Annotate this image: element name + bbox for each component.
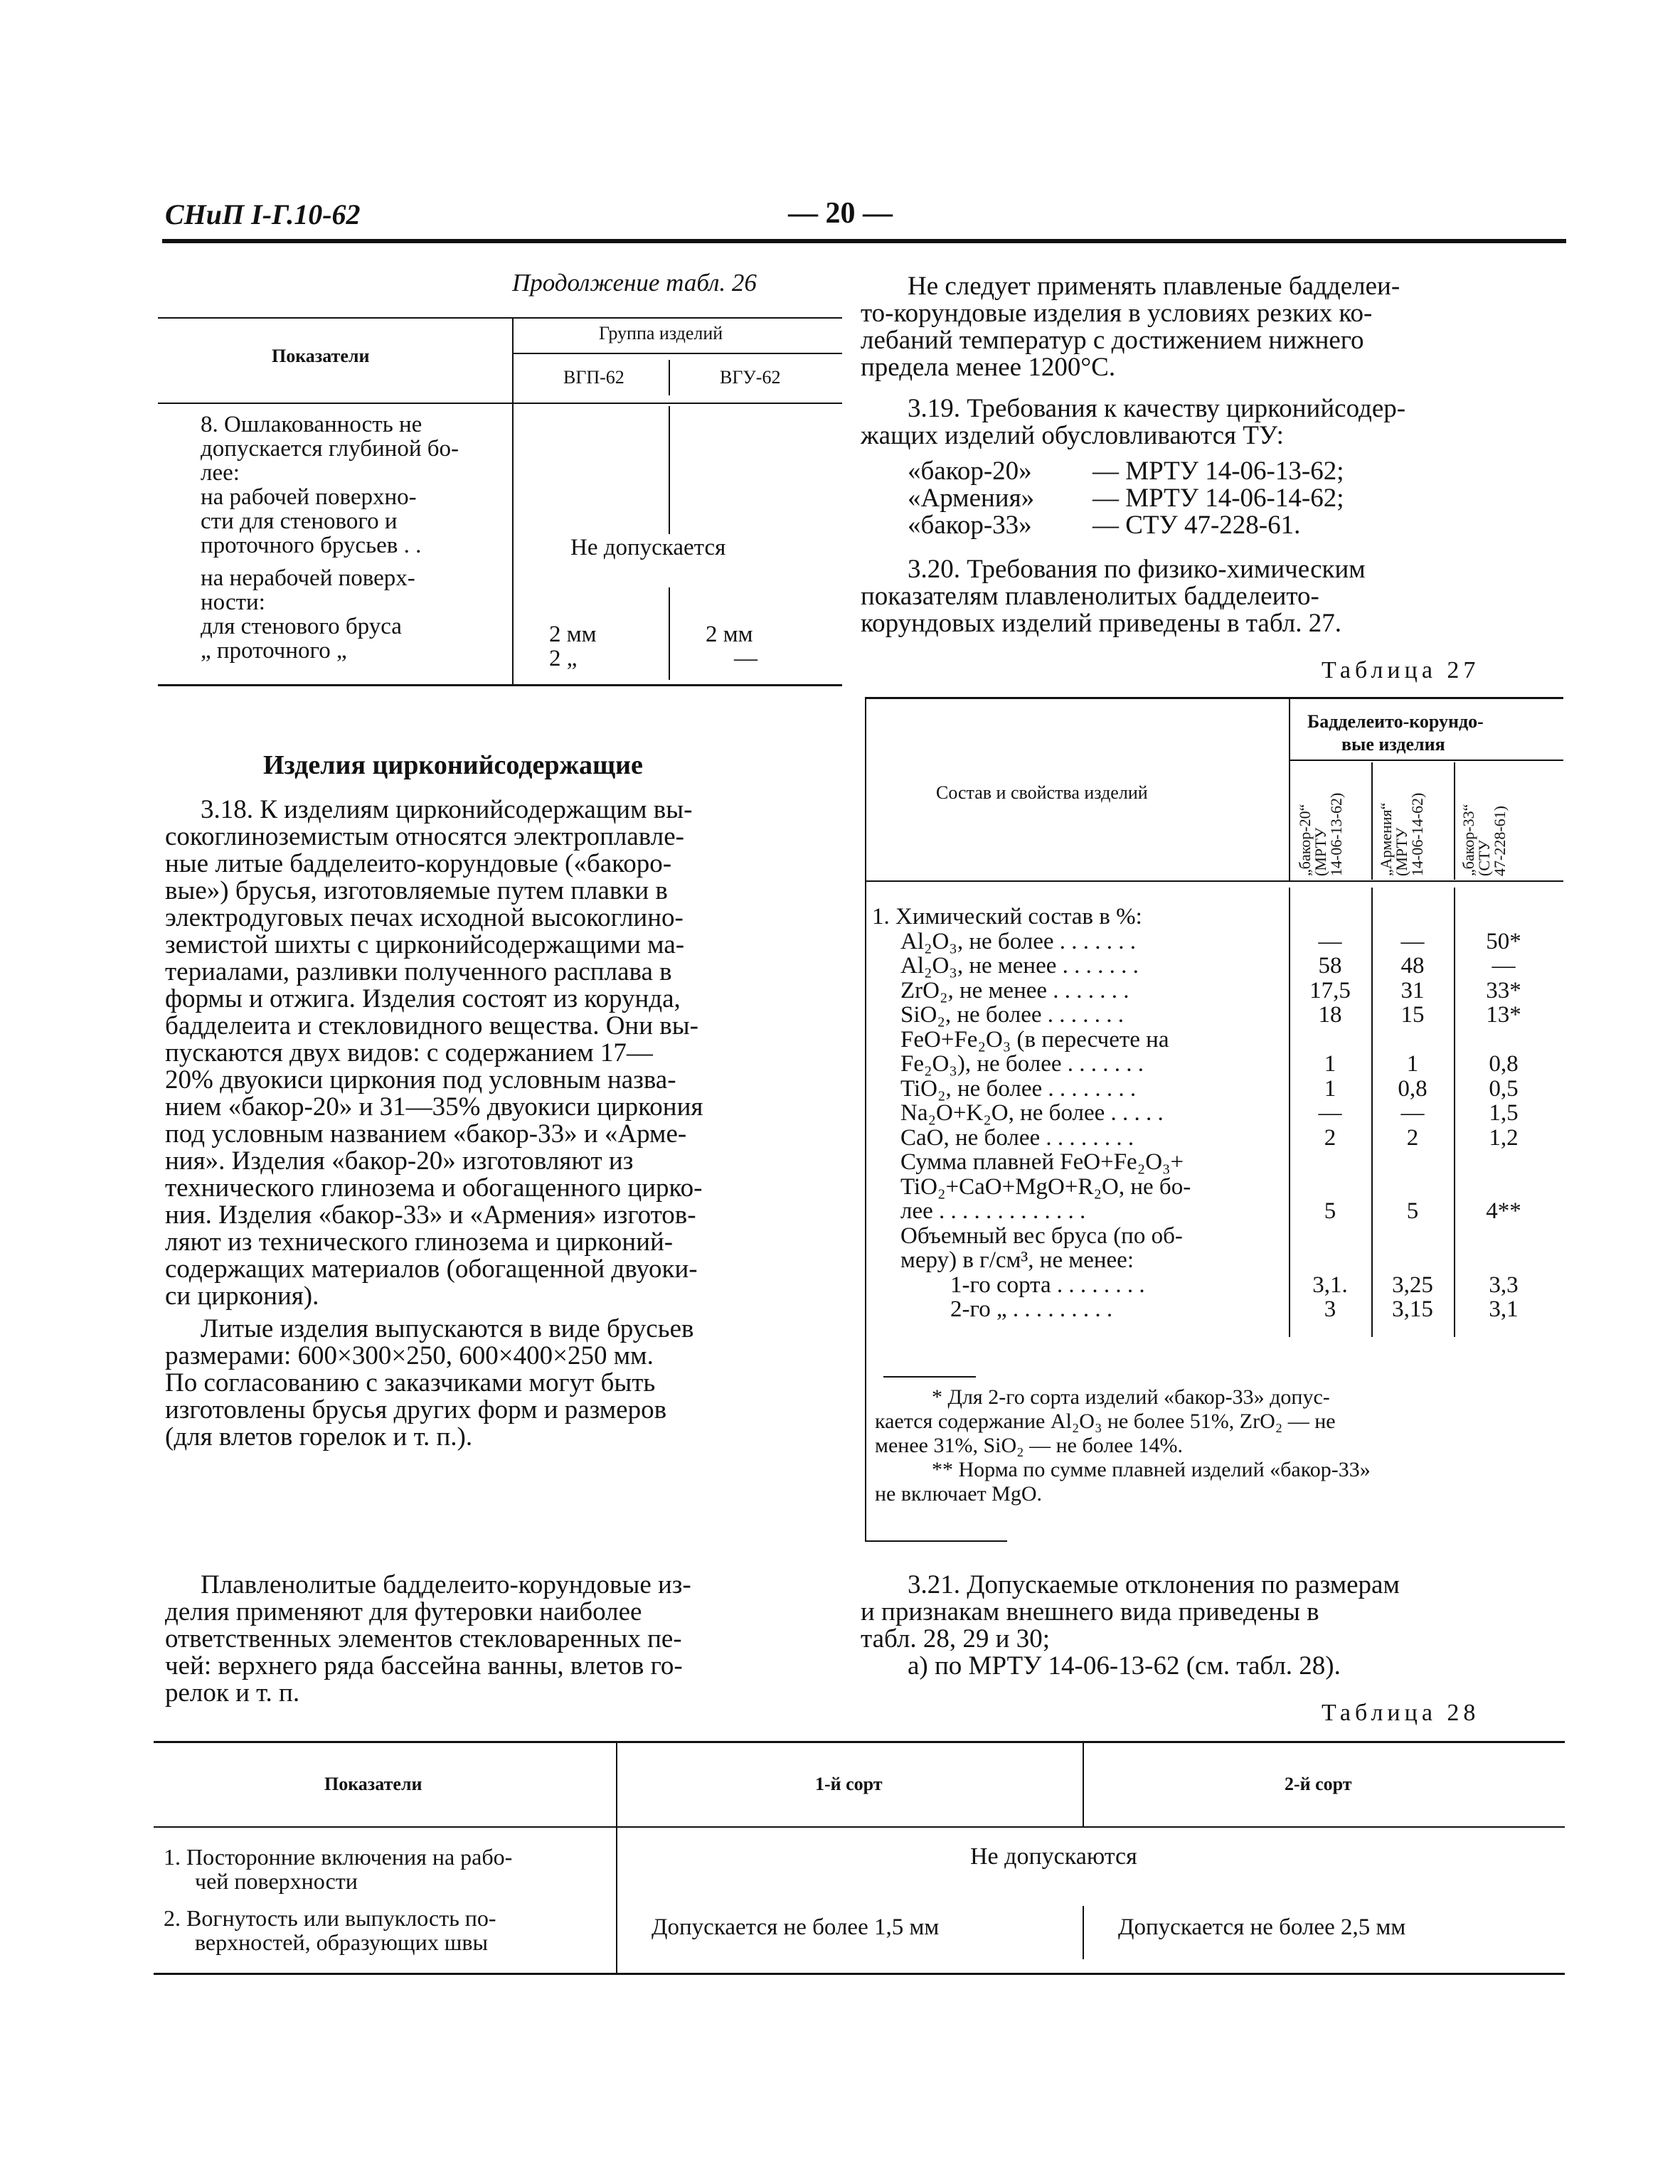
table-row: 2-го „ . . . . . . . . . 3 3,15 3,1	[950, 1296, 1519, 1322]
page-number: — 20 —	[788, 197, 893, 230]
document-code: СНиП I-Г.10-62	[165, 198, 361, 230]
table-row: Al₂O₃, не более . . . . . . . — — 50*	[900, 928, 1521, 954]
table-row: CaO, не более . . . . . . . . 2 2 1,2	[900, 1124, 1519, 1151]
table26-wall-a: 2 мм	[549, 622, 597, 647]
paragraph-cast-products: Литые изделия выпускаются в виде брусьев размерами: 600×300×250, 600×400×250 мм. По согласованию с заказчиками могут быть изготовлены брусья других форм и размеров (для влетов горелок и т. п.).	[165, 1314, 694, 1451]
table-row: Fe₂O₃), не более . . . . . . . 1 1 0,8	[900, 1051, 1519, 1077]
table-row: Al₂O₃, не менее . . . . . . . 58 48 —	[900, 953, 1516, 979]
table-row: 1-го сорта . . . . . . . . 3,1. 3,25 3,3	[950, 1272, 1519, 1298]
table-row: Сумма плавней FeO+Fe₂O₃+	[900, 1150, 1184, 1175]
table28-row2-value-2: Допускается не более 2,5 мм	[1118, 1914, 1406, 1940]
table-row: Na₂O+K₂O, не более . . . . . — — 1,5	[900, 1100, 1519, 1126]
tu-doc: — МРТУ 14-06-13-62;	[1092, 457, 1344, 486]
table27-col-bakor33: „бакор-33“ (СТУ 47-228-61)	[1460, 804, 1509, 876]
table28-col-2: 2-й сорт	[1285, 1774, 1352, 1794]
table-row: ZrO₂, не менее . . . . . . . 17,5 31 33*	[900, 977, 1521, 1003]
table27	[865, 697, 1563, 1542]
table-row: TiO₂, не более . . . . . . . . 1 0,8 0,5	[900, 1075, 1519, 1102]
table27-col-param: Состав и свойства изделий	[936, 782, 1148, 803]
table-row: FeO+Fe₂O₃ (в пересчете на	[900, 1027, 1169, 1052]
table27-notes: * Для 2-го сорта изделий «бакор-33» допус- кается содержание Al₂O₃ не более 51%, ZrO₂ — не менее 31%, SiO₂ — не более 14%. ** Норма по сумме плавней изделий «бакор-33» не включает MgO.	[875, 1385, 1371, 1506]
table28	[154, 1741, 1565, 1976]
table26-merged-value: Не допускается	[570, 535, 726, 560]
section-heading: Изделия цирконийсодержащие	[263, 750, 643, 780]
tu-doc: — МРТУ 14-06-14-62;	[1092, 484, 1344, 513]
paragraph-3-19: 3.19. Требования к качеству цирконийсодер- жащих изделий обусловливаются ТУ:	[861, 394, 1406, 450]
table28-label: Таблица 28	[1322, 1700, 1480, 1726]
table26-wall-b: 2 мм	[706, 622, 753, 647]
table27-group-header-1: Бадделеито-корундо-	[1307, 711, 1484, 732]
table-row: меру) в г/см³, не менее:	[900, 1248, 1134, 1273]
table26	[158, 317, 842, 687]
table26-col-b: ВГУ-62	[720, 367, 781, 388]
table26-col-param: Показатели	[272, 346, 370, 366]
paragraph-3-21: 3.21. Допускаемые отклонения по размерам и признакам внешнего вида приведены в табл. 28, 29 и 30; а) по МРТУ 14-06-13-62 (см. табл. 28).	[861, 1570, 1400, 1680]
tu-name: «Армения»	[908, 484, 1035, 513]
table27-col-armenia: „Армения“ (МРТУ 14-06-14-62)	[1377, 792, 1426, 876]
tu-name: «бакор-33»	[908, 511, 1032, 540]
tu-name: «бакор-20»	[908, 457, 1032, 486]
table28-row2-value-1: Допускается не более 1,5 мм	[652, 1914, 940, 1940]
header-rule	[162, 239, 1566, 243]
table-row: лее . . . . . . . . . . . . . 5 5 4**	[900, 1198, 1521, 1224]
table27-body	[872, 905, 1562, 1322]
table28-row2-label: 2. Вогнутость или выпуклость по- верхностей, образующих швы	[164, 1905, 496, 1955]
table26-flow-b: —	[734, 646, 757, 671]
table26-col-a: ВГП-62	[563, 367, 624, 388]
table-row: 1. Химический состав в %:	[872, 905, 1142, 929]
paragraph-3-18: 3.18. К изделиям цирконийсодержащим вы- сокоглиноземистым относятся электроплавле- ные литые бадделеито-корундовые («бакоро- вые») брусья, изготовляемые путем плавки в электродуговых печах исходной высокоглино- земистой шихты с цирконийсодержащими ма- териалами, разливки полученного расплава в формы и отжига. Изделия состоят из корунда, бадделеита и стекловидного вещества. Они вы- пускаются двух видов: с содержанием 17— 20% двуокиси циркония под условным назва- нием «бакор-20» и 31—35% двуокиси циркония под условным названием «бакор-33» и «Арме- ния». Изделия «бакор-20» изготовляют из технического глинозема и обогащенного цирко- ния. Изделия «бакор-33» и «Армения» изготов- ляют из технического глинозема и цирконий- содержащих материалов (обогащенной двуоки- си циркония).	[165, 795, 703, 1311]
table28-col-param: Показатели	[324, 1774, 422, 1794]
table28-row1-value: Не допускаются	[970, 1843, 1137, 1870]
table-row: Объемный вес бруса (по об-	[900, 1223, 1183, 1248]
table27-group-header-2: вые изделия	[1341, 734, 1445, 755]
table27-label: Таблица 27	[1322, 657, 1480, 683]
paragraph-3-20: 3.20. Требования по физико-химическим показателям плавленолитых бадделеито- корундовых изделий приведены в табл. 27.	[861, 555, 1366, 638]
table26-caption: Продолжение табл. 26	[512, 269, 757, 297]
table-row: TiO₂+CaO+MgO+R₂O, не бо-	[900, 1174, 1191, 1199]
tu-list	[908, 458, 1344, 539]
table28-col-1: 1-й сорт	[815, 1774, 883, 1794]
table28-row1-label: 1. Посторонние включения на рабо- чей поверхности	[164, 1844, 513, 1894]
table-row: SiO₂, не более . . . . . . . 18 15 13*	[900, 1002, 1521, 1028]
table26-row-labels: 8. Ошлакованность не допускается глубиной бо- лее: на рабочей поверхно- сти для стенового и проточного брусьев . . на нерабочей поверх- ности: для стенового бруса „ проточного „	[201, 412, 459, 664]
table26-group-header: Группа изделий	[599, 323, 723, 343]
tu-doc: — СТУ 47-228-61.	[1092, 511, 1301, 540]
table26-flow-a: 2 „	[549, 646, 578, 671]
paragraph-usage: Плавленолитые бадделеито-корундовые из- делия применяют для футеровки наиболее ответственных элементов стекловаренных пе- чей: верхнего ряда бассейна ванны, влетов го- релок и т. п.	[165, 1570, 691, 1708]
paragraph-fused-warning: Не следует применять плавленые бадделеи- то-корундовые изделия в условиях резких ко- лебаний температур с достижением нижнего предела менее 1200°С.	[861, 272, 1400, 382]
table27-col-bakor20: „бакор-20“ (МРТУ 14-06-13-62)	[1296, 792, 1345, 876]
